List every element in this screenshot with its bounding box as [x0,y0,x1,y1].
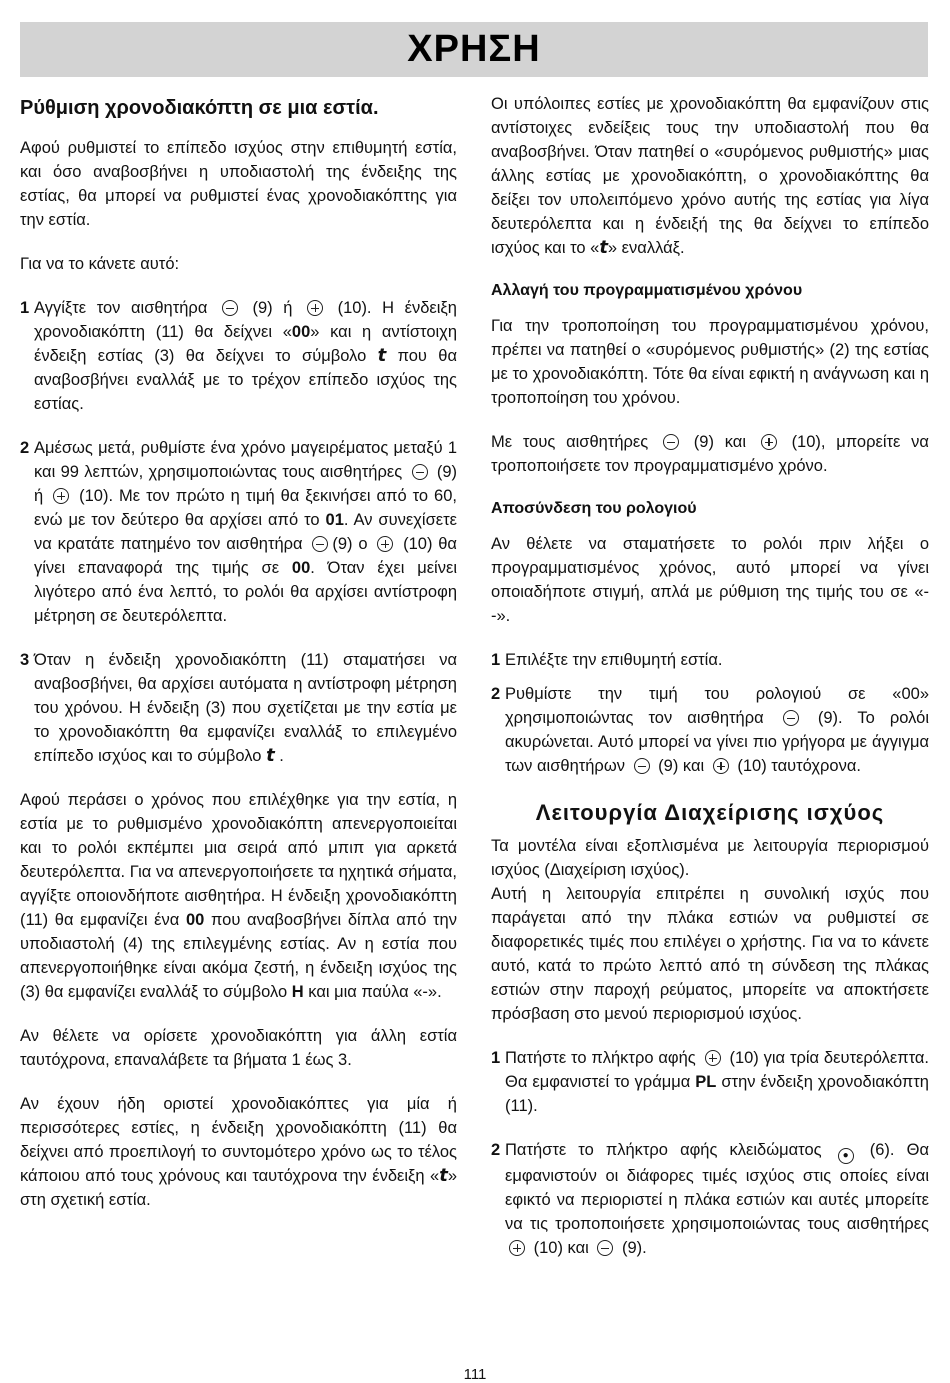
power-step-2: 2 Πατήστε το πλήκτρο αφής κλειδώματος ● (6). Θα εμφανιστούν οι διάφορες τιμές ισχύος στις οποίες είναι εφικτό να περιοριστεί η πλάκα εστιών και αυτές μπορείτε να τις τροποποιήσετε χρησιμοποιώντας τους αισθητήρες (10) και (9). [491,1138,929,1260]
minus-sensor-icon [597,1240,613,1256]
other-zones-paragraph: Οι υπόλοιπες εστίες με χρονοδιακόπτη θα εμφανίζουν στις αντίστοιχες ενδείξεις τους την υποδιαστολή που θα αναβοσβήνει. Όταν πατηθεί ο «συρόμενος ρυθμιστής» μιας άλλης εστίας με χρονοδιακόπτη, ο χρονοδιακόπτης θα δείξει τον υπολειπόμενο χρόνο αυτής της εστίας για λίγα δευτερόλεπτα και η ένδειξή της θα δείχνει το επίπεδο ισχύος και το «t» εναλλάξ. [491,95,929,258]
repeat-paragraph: Αν θέλετε να ορίσετε χρονοδιακόπτη για άλλη εστία ταυτόχρονα, επαναλάβετε τα βήματα 1 έως 3. [20,1027,457,1069]
step-number: 2 [491,685,501,703]
disconnect-clock-paragraph: Αν θέλετε να σταματήσετε το ρολόι πριν λήξει ο προγραμματισμένος χρόνος, αυτό μπορεί να γίνει οποιαδήποτε στιγμή, απλά με ρύθμιση της τιμής του σε «--». [491,535,929,625]
disconnect-clock-heading: Αποσύνδεση του ρολογιού [491,500,697,517]
right-column [491,92,929,1280]
plus-sensor-icon [53,488,69,504]
timer-expiry-paragraph: Αφού περάσει ο χρόνος που επιλέχθηκε για την εστία, η εστία με το ρυθμισμένο χρονοδιακόπτη απενεργοποιείται και το ρολόι εκπέμπει μια σειρά από μπιπ για αρκετά δευτερόλεπτα. Για να απενεργοποιήσετε τα ηχητικά σήματα, αγγίξτε οποιονδήποτε αισθητήρα. Η ένδειξη χρονοδιακόπτη (11) θα εμφανίζει ένα 00 που αναβοσβήνει δίπλα από την υποδιαστολή (4) της επιλεγμένης εστίας. Αν η εστία που απενεργοποιήθηκε είναι ακόμα ζεστή, η ένδειξη ισχύος της (3) θα εμφανίζει εναλλάξ το σύμβολο H και μια παύλα «-». [20,791,457,1001]
step-number: 3 [20,651,30,669]
plus-sensor-icon [705,1050,721,1066]
change-time-paragraph: Για την τροποποίηση του προγραμματισμένου χρόνου, πρέπει να πατηθεί ο «συρόμενος ρυθμιστής» (2) της εστίας με το χρονοδιακόπτη. Τότε θα είναι εφικτή η ανάγνωση και η τροποποίηση του χρόνου. [491,317,929,407]
timer-step-2: 2 Αμέσως μετά, ρυθμίστε ένα χρόνο μαγειρέματος μεταξύ 1 και 99 λεπτών, χρησιμοποιώντας τους αισθητήρες (9) ή (10). Με τον πρώτο η τιμή θα ξεκινήσει από το 60, ενώ με τον δεύτερο θα αρχίσει από το 01. Αν συνεχίσετε να κρατάτε πατημένο τον αισθητήρα (9) ο (10) θα γίνει επαναφορά της τιμής σε 00. Όταν έχει μείνει λιγότερο από ένα λεπτό, το ρολόι θα αρχίσει αντίστροφη μέτρηση σε δευτερόλεπτα. [20,436,457,628]
step-number: 1 [491,1049,501,1067]
step-number: 2 [491,1141,501,1159]
timer-t-symbol-icon: t [377,345,387,366]
plus-sensor-icon [307,300,323,316]
minus-sensor-icon [634,758,650,774]
plus-sensor-icon [713,758,729,774]
minus-sensor-icon [312,536,328,552]
timer-step-1: 1 Αγγίξτε τον αισθητήρα (9) ή (10). Η ένδειξη χρονοδιακόπτη (11) θα δείχνει «00» και η αντίστοιχη ένδειξη εστίας (3) θα δείχνει το σύμβολο t που θα αναβοσβήνει εναλλάξ με το τρέχον επίπεδο ισχύος της εστίας. [20,296,457,416]
timer-intro-paragraph: Αφού ρυθμιστεί το επίπεδο ισχύος στην επιθυμητή εστία, και όσο αναβοσβήνει η υποδιαστολή της ένδειξης της εστίας, θα μπορεί να ρυθμιστεί ένας χρονοδιακόπτης για την εστία. [20,139,457,229]
power-step-1: 1 Πατήστε το πλήκτρο αφής (10) για τρία δευτερόλεπτα. Θα εμφανιστεί το γράμμα PL στην ένδειξη χρονοδιακόπτη (11). [491,1046,929,1118]
multiple-timers-paragraph: Αν έχουν ήδη οριστεί χρονοδιακόπτες για μία ή περισσότερες εστίες, η ένδειξη χρονοδιακόπτη (11) θα δείχνει από προεπιλογή το συντομότερο χρόνο ως το τέλος κάποιου από τους χρόνους και ταυτόχρονα την ένδειξη «t» στη σχετική εστία. [20,1095,457,1209]
page-title: ΧΡΗΣΗ [407,28,541,70]
change-time-heading: Αλλαγή του προγραμματισμένου χρόνου [491,282,803,299]
power-management-intro: Τα μοντέλα είναι εξοπλισμένα με λειτουργία περιορισμού ισχύος (Διαχείριση ισχύος). [491,837,929,879]
power-management-paragraph: Αυτή η λειτουργία επιτρέπει η συνολική ισχύς που παράγεται από την πλάκα εστιών να ρυθμιστεί σε διαφορετικές τιμές που επιλέγει ο χρήστης. Για να το κάνετε αυτό, κατά το πρώτο λεπτό από τη σύνδεση της πλάκας εστιών στην παροχή ρεύματος, μπορείτε να αποκτήσετε πρόσβαση στο μενού περιορισμού ισχύος. [491,885,929,1023]
disconnect-step-1: 1 Επιλέξτε την επιθυμητή εστία. [491,648,929,672]
timer-t-symbol-icon: t [266,745,275,766]
left-column [20,92,457,1232]
minus-sensor-icon [783,710,799,726]
timer-step-3: 3 Όταν η ένδειξη χρονοδιακόπτη (11) σταματήσει να αναβοσβήνει, θα αρχίσει αυτόματα η αντίστροφη μέτρηση του χρόνου. Η ένδειξη (3) που σχετίζεται με την εστία με το χρονοδιακόπτη θα εμφανίζει εναλλάξ το επιλεγμένο επίπεδο ισχύος και το σύμβολο t . [20,648,457,768]
step-number: 1 [20,299,30,317]
change-time-sensors-paragraph: Με τους αισθητήρες (9) και (10), μπορείτε να τροποποιήσετε τον προγραμματισμένο χρόνο. [491,433,929,475]
minus-sensor-icon [412,464,428,480]
disconnect-step-2: 2 Ρυθμίστε την τιμή του ρολογιού σε «00» χρησιμοποιώντας τον αισθητήρα (9). Το ρολόι ακυρώνεται. Αυτό μπορεί να γίνει πιο γρήγορα με άγγιγμα των αισθητήρων (9) και (10) ταυτόχρονα. [491,682,929,778]
minus-sensor-icon [222,300,238,316]
page-header-banner [20,22,928,77]
plus-sensor-icon [761,434,777,450]
plus-sensor-icon [509,1240,525,1256]
plus-sensor-icon [377,536,393,552]
step-number: 2 [20,439,30,457]
page-number: 111 [463,1366,487,1383]
howto-paragraph: Για να το κάνετε αυτό: [20,255,180,273]
timer-t-symbol-icon: t [439,1165,448,1186]
timer-section-heading: Ρύθμιση χρονοδιακόπτη σε μια εστία. [20,97,379,119]
power-management-heading: Λειτουργία Διαχείρισης ισχύος [535,800,885,825]
key-lock-icon: ● [838,1148,854,1164]
timer-t-symbol-icon: t [599,237,608,258]
step-number: 1 [491,651,501,669]
minus-sensor-icon [663,434,679,450]
